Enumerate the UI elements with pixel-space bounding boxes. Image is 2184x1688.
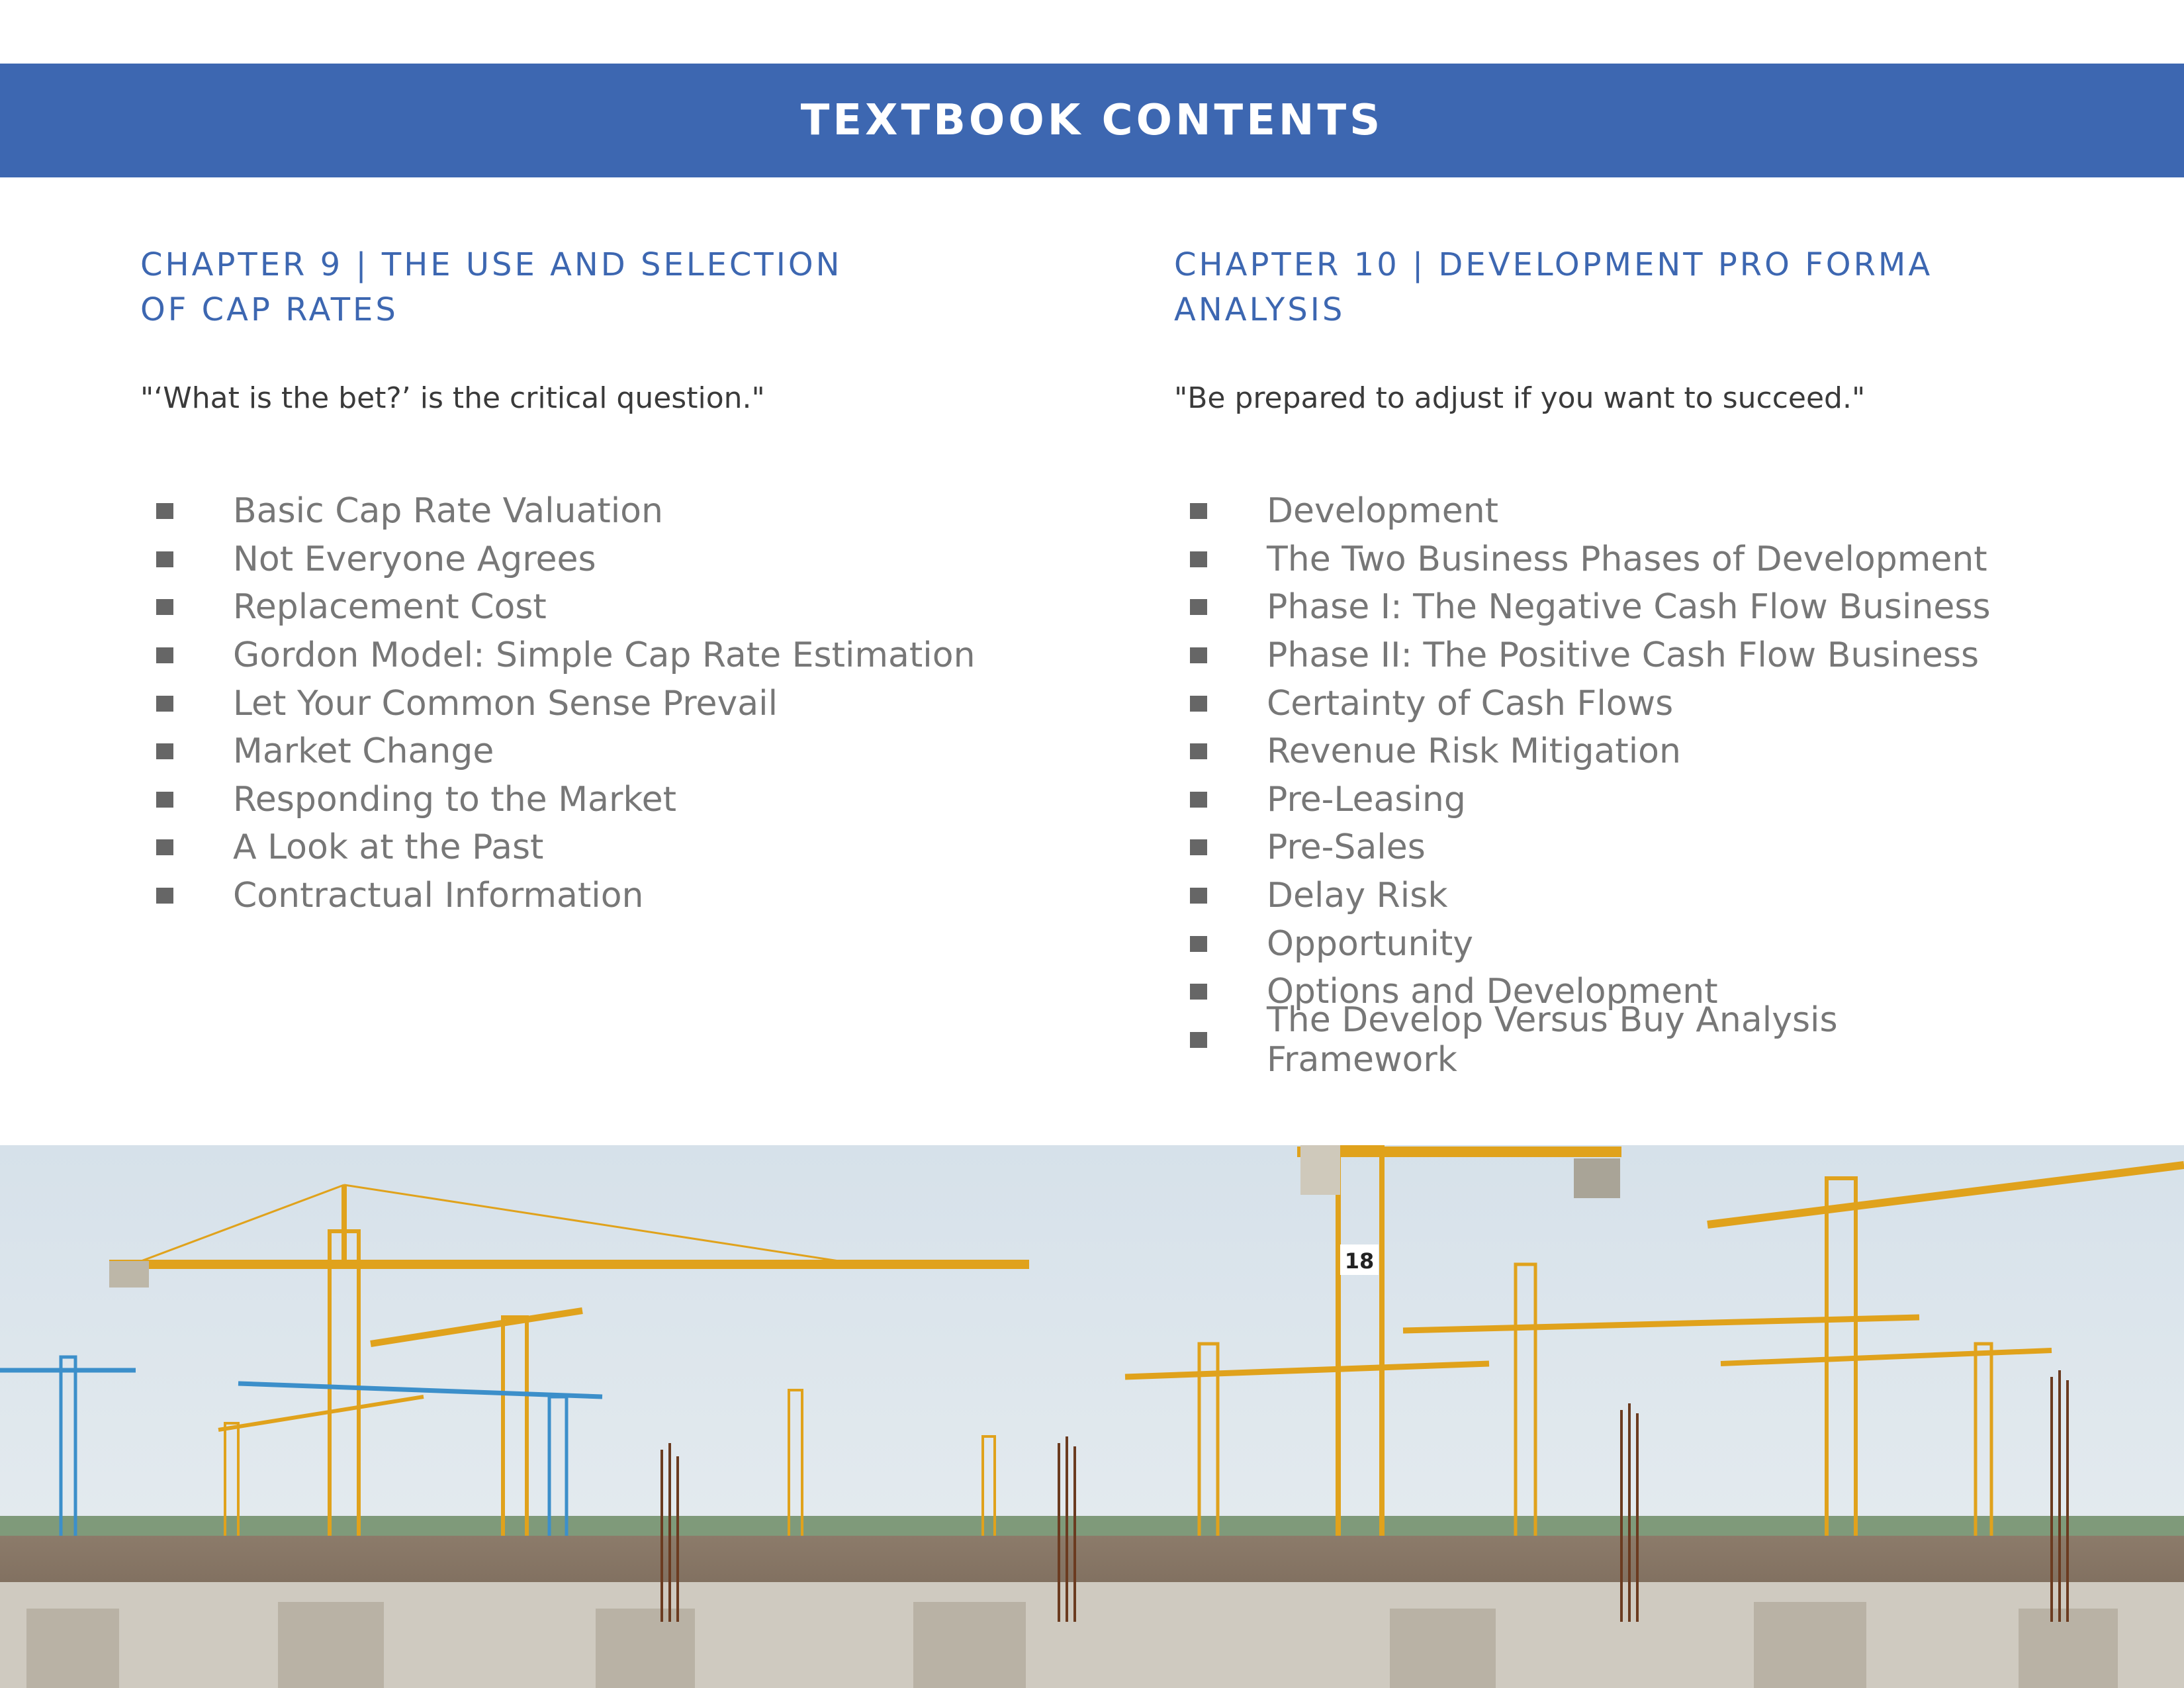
square-bullet-icon [156,696,173,712]
square-bullet-icon [1190,503,1207,519]
topic-list [156,487,976,919]
list-item [156,487,976,536]
square-bullet-icon [1190,1032,1207,1048]
list-item [1190,583,2034,632]
square-bullet-icon [156,743,173,759]
list-item [1190,1000,2034,1080]
header-banner [0,64,2184,177]
list-item [156,632,976,680]
list-item [1190,776,2034,824]
topic-label: Revenue Risk Mitigation [1267,731,1681,772]
square-bullet-icon [156,551,173,567]
chapter-quote: "‘What is the bet?’ is the critical question." [140,381,765,415]
topic-list [1190,487,2034,1080]
list-item [156,872,976,920]
topic-label: Pre-Sales [1267,827,1426,868]
topic-label: Certainty of Cash Flows [1267,683,1674,724]
square-bullet-icon [1190,599,1207,615]
construction-site-photo [0,1145,2184,1688]
square-bullet-icon [156,839,173,855]
topic-label: The Develop Versus Buy Analysis Framework [1267,1000,1838,1080]
topic-label: Market Change [233,731,494,772]
topic-label: Delay Risk [1267,876,1448,916]
topic-label: Phase II: The Positive Cash Flow Business [1267,635,1979,676]
square-bullet-icon [156,792,173,808]
square-bullet-icon [1190,936,1207,952]
chapter-10-column [1174,242,2034,1080]
list-item [1190,536,2034,584]
topic-label: Not Everyone Agrees [233,539,596,579]
crane-number: 18 [1344,1248,1375,1274]
topic-label: Responding to the Market [233,779,676,820]
topic-label: Development [1267,491,1499,532]
square-bullet-icon [156,888,173,904]
list-item [1190,919,2034,968]
square-bullet-icon [1190,743,1207,759]
topic-label: Basic Cap Rate Valuation [233,491,663,532]
topic-label: Pre-Leasing [1267,779,1466,820]
topic-label: Options and Development [1267,972,1718,1012]
square-bullet-icon [1190,888,1207,904]
topic-label: Contractual Information [233,876,644,916]
list-item [1190,823,2034,872]
page-title: TEXTBOOK CONTENTS [800,96,1384,145]
square-bullet-icon [156,503,173,519]
list-item [1190,872,2034,920]
square-bullet-icon [1190,551,1207,567]
chapter-9-column [140,242,1001,916]
square-bullet-icon [1190,696,1207,712]
list-item [156,536,976,584]
square-bullet-icon [1190,839,1207,855]
list-item [1190,632,2034,680]
square-bullet-icon [156,599,173,615]
list-item [156,679,976,727]
list-item [156,823,976,872]
chapter-quote: "Be prepared to adjust if you want to succeed." [1174,381,1866,415]
square-bullet-icon [1190,984,1207,1000]
chapter-title: CHAPTER 9 | THE USE AND SELECTION OF CAP RATES [140,246,842,328]
list-item [1190,727,2034,776]
list-item [1190,679,2034,727]
topic-label: A Look at the Past [233,827,544,868]
square-bullet-icon [156,647,173,663]
list-item [156,583,976,632]
topic-label: Phase I: The Negative Cash Flow Business [1267,587,1991,628]
chapter-title: CHAPTER 10 | DEVELOPMENT PRO FORMA ANALYSIS [1174,246,1933,328]
topic-label: Replacement Cost [233,587,547,628]
topic-label: Opportunity [1267,923,1474,964]
topic-label: Gordon Model: Simple Cap Rate Estimation [233,635,976,676]
topic-label: Let Your Common Sense Prevail [233,683,778,724]
square-bullet-icon [1190,647,1207,663]
list-item [156,727,976,776]
list-item [156,776,976,824]
square-bullet-icon [1190,792,1207,808]
topic-label: The Two Business Phases of Development [1267,539,1987,579]
list-item [1190,487,2034,536]
